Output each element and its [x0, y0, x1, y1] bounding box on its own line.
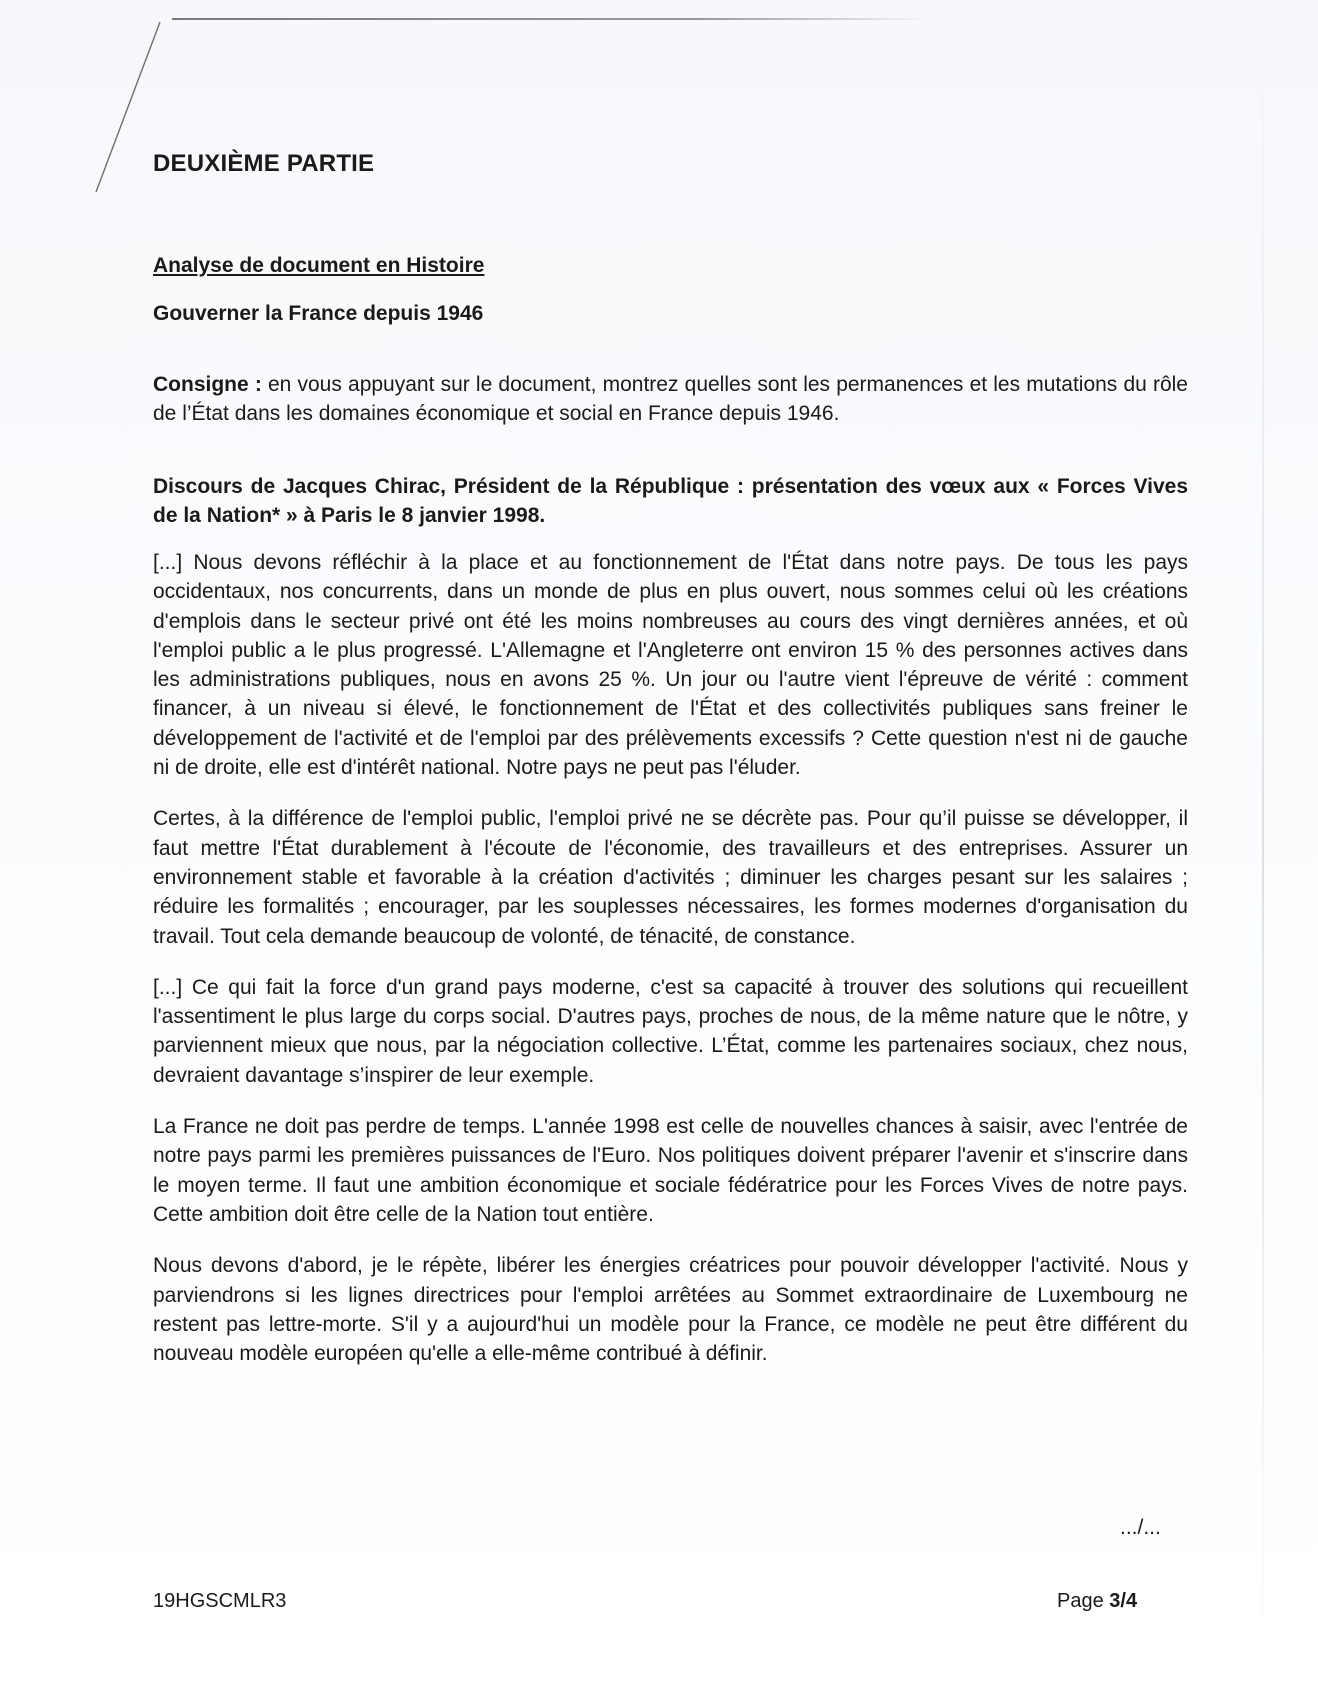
speech-body — [153, 548, 1188, 1390]
exam-code: 19HGSCMLR3 — [153, 1590, 287, 1612]
exercise-heading: Analyse de document en Histoire — [153, 254, 485, 277]
page-edge-shadow — [1262, 30, 1264, 1670]
consigne — [153, 370, 1188, 428]
speech-paragraph: Certes, à la différence de l'emploi public, l'emploi privé ne se décrète pas. Pour qu’il puisse se développer, il faut mettre l'État durablement à l'écoute de l'économie, des travailleurs et des entreprises. Assurer un environnement stable et favorable à la création d'activités ; diminuer les charges pesant sur les salaires ; réduire les formalités ; encourager, par les souplesses nécessaires, les formes modernes d'organisation du travail. Tout cela demande beaucoup de volonté, de ténacité, de constance. — [153, 807, 1188, 948]
consigne-text: en vous appuyant sur le document, montrez quelles sont les permanences et les mutations du rôle de l’État dans les domaines économique et social en France depuis 1946. — [153, 373, 1188, 425]
speech-paragraph: La France ne doit pas perdre de temps. L'année 1998 est celle de nouvelles chances à saisir, avec l'entrée de notre pays parmi les premières puissances de l'Euro. Nos politiques doivent préparer l'avenir et s'inscrire dans le moyen terme. Il faut une ambition économique et sociale fédératrice pour les Forces Vives de notre pays. Cette ambition doit être celle de la Nation tout entière. — [153, 1115, 1188, 1226]
section-header — [153, 150, 1188, 178]
speech-paragraph: [...] Nous devons réfléchir à la place et au fonctionnement de l'État dans notre pays. De tous les pays occidentaux, nos concurrents, dans un monde de plus en plus ouvert, nous sommes celui où les créations d'emplois dans le secteur privé ont été les moins nombreuses au cours des vingt dernières années, et où l'emploi public a le plus progressé. L'Allemagne et l'Angleterre ont environ 15 % des personnes actives dans les administrations publiques, nous en avons 25 %. Un jour ou l'autre vient l'épreuve de vérité : comment financer, à un niveau si élevé, le fonctionnement de l'État et des collectivités publiques sans freiner le développement de l'activité et de l'emploi par des prélèvements excessifs ? Cette question n'est ni de gauche ni de droite, elle est d'intérêt national. Notre pays ne peut pas l'éluder. — [153, 551, 1188, 780]
exercise-subtitle: Gouverner la France depuis 1946 — [153, 302, 484, 325]
page-label: Page — [1057, 1590, 1104, 1612]
consigne-label: Consigne : — [153, 373, 262, 396]
top-border-line — [172, 18, 932, 20]
section-title: DEUXIÈME PARTIE — [153, 150, 375, 177]
page-number — [1057, 1590, 1137, 1613]
speech-paragraph: [...] Ce qui fait la force d'un grand pays moderne, c'est sa capacité à trouver des solutions qui recueillent l'assentiment le plus large du corps social. D'autres pays, proches de nous, de la même nature que le nôtre, y parviennent mieux que nous, par la négociation collective. L’État, comme les partenaires sociaux, chez nous, devraient davantage s’inspirer de leur exemple. — [153, 975, 1188, 1087]
continued-marker: .../... — [1120, 1516, 1161, 1539]
speech-paragraph: Nous devons d'abord, je le répète, libérer les énergies créatrices pour pouvoir développer l'activité. Nous y parviendrons si les lignes directrices pour l'emploi arrêtées au Sommet extraordinaire de Luxembourg ne restent pas lettre-morte. S'il y a aujourd'hui un modèle pour la France, ce modèle ne peut être différent du nouveau modèle européen qu'elle a elle-même contribué à définir. — [153, 1254, 1188, 1366]
document-title: Discours de Jacques Chirac, Président de la République : présentation des vœux aux « Forces Vives de la Nation* » à Paris le 8 janvier 1998. — [153, 475, 1188, 527]
page-number-value: 3/4 — [1109, 1590, 1138, 1612]
